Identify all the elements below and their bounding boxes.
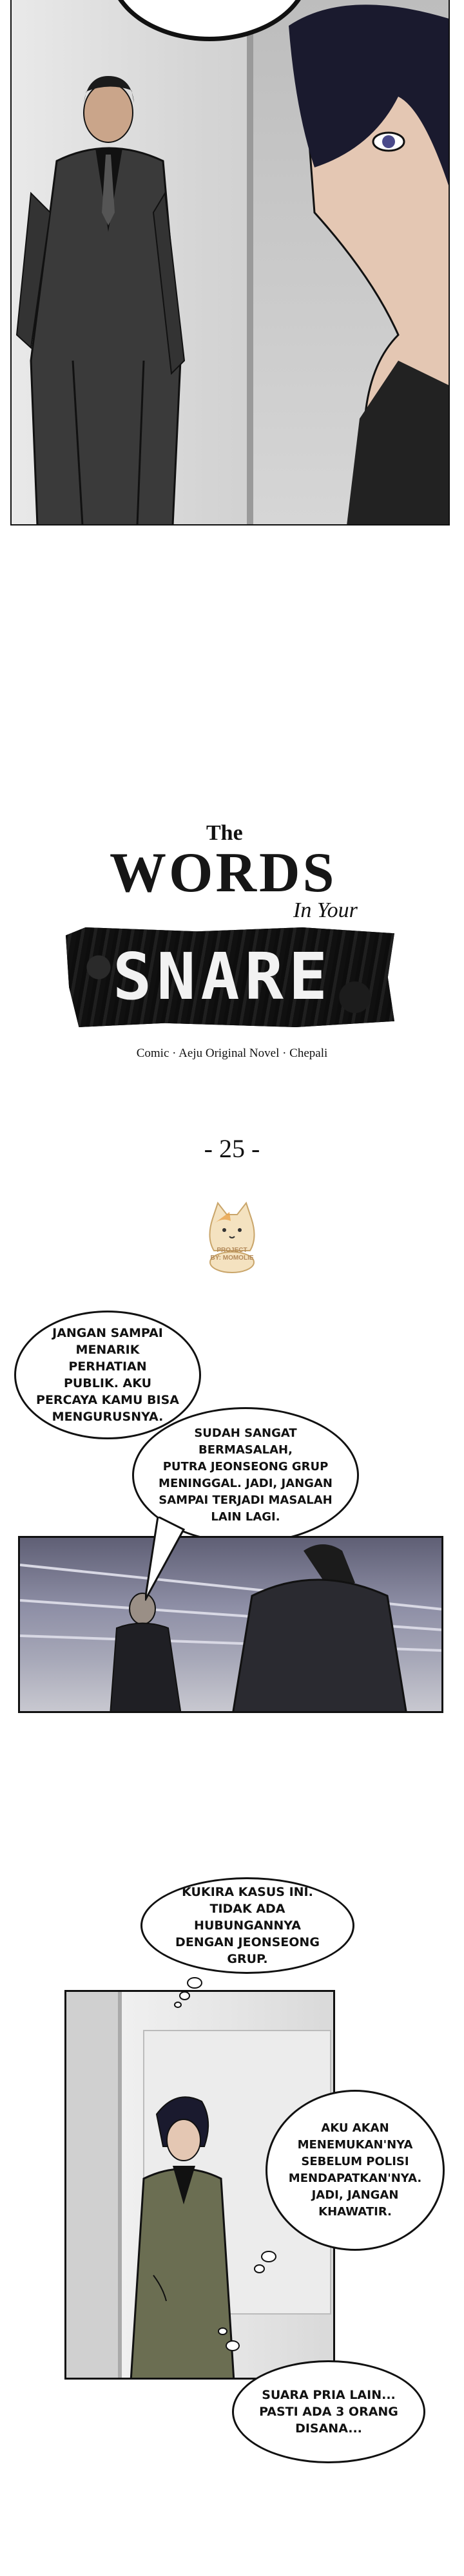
speech-bubble-3: KUKIRA KASUS INI. TIDAK ADA HUBUNGANNYA DENGAN JEONSEONG GRUP.	[140, 1877, 354, 1974]
panel-2-art	[20, 1538, 443, 1713]
chapter-number: - 25 -	[204, 1134, 260, 1163]
watermark-cat-logo	[200, 1199, 264, 1275]
thought-dot	[218, 2327, 227, 2335]
title-words: WORDS	[110, 842, 337, 904]
title-snare: SNARE	[113, 939, 333, 1014]
thought-dot	[187, 1977, 202, 1989]
speech-bubble-2: SUDAH SANGAT BERMASALAH, PUTRA JEONSEONG GRUP MENINGGAL. JADI, JANGAN SAMPAI TERJADI MASALAH LAIN LAGI.	[132, 1407, 359, 1544]
young-man-closeup-figure	[289, 5, 450, 526]
older-man-figure	[110, 1593, 181, 1713]
speech-bubble-1: JANGAN SAMPAI MENARIK PERHATIAN PUBLIK. AKU PERCAYA KAMU BISA MENGURUSNYA.	[14, 1311, 201, 1439]
comic-panel-1	[10, 0, 450, 526]
credits-line: Comic · Aeju Original Novel · Chepali	[136, 1046, 328, 1060]
speech-bubble-5: SUARA PRIA LAIN... PASTI ADA 3 ORANG DISANA...	[232, 2360, 425, 2463]
thought-dot	[226, 2340, 240, 2351]
tall-man-back-figure	[233, 1544, 407, 1713]
thought-dot	[254, 2264, 265, 2273]
comic-panel-2	[18, 1536, 443, 1713]
panel-1-art	[12, 0, 450, 526]
watermark-line-2: BY: MOMOLIE	[210, 1255, 254, 1262]
watermark-text	[200, 1247, 264, 1262]
speech-bubble-4: AKU AKAN MENEMUKAN'NYA SEBELUM POLISI MENDAPATKAN'NYA. JADI, JANGAN KHAWATIR.	[266, 2090, 445, 2251]
thought-dot	[261, 2251, 276, 2262]
title-in-your: In Your	[293, 898, 358, 922]
cat-icon	[200, 1199, 264, 1275]
watermark-line-1: PROJECT	[217, 1247, 247, 1254]
thought-dot	[174, 2002, 182, 2008]
speech-tail	[145, 1517, 197, 1607]
title-the: The	[206, 821, 243, 845]
thought-dot	[179, 1991, 190, 2000]
man-in-suit-figure	[17, 76, 184, 526]
